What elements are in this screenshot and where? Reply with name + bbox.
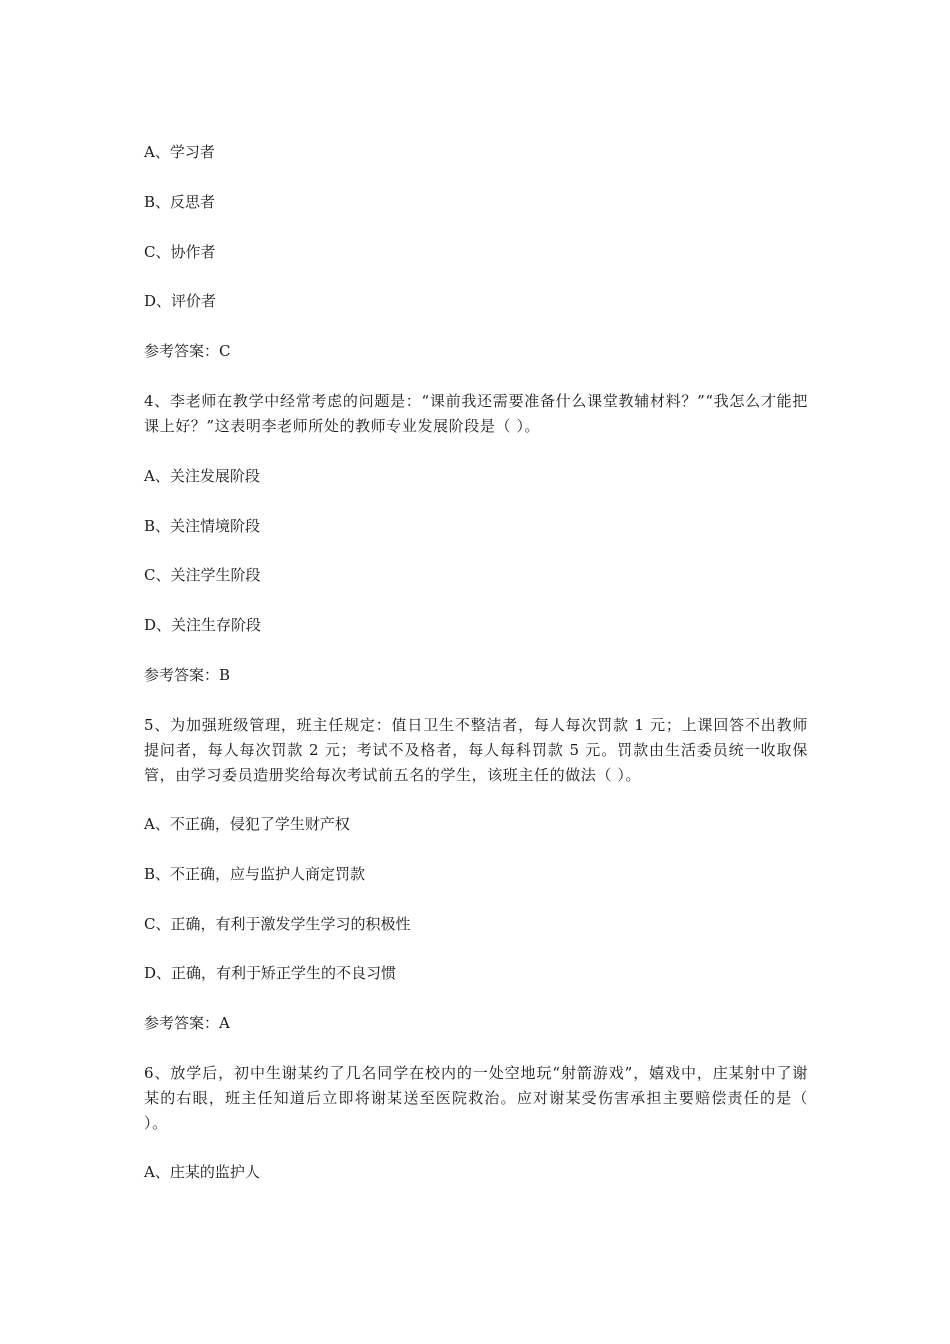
- q5-option-c: C、正确，有利于激发学生学习的积极性: [144, 915, 411, 933]
- q4-answer: 参考答案：B: [144, 666, 231, 684]
- q3-option-b: B、反思者: [144, 193, 216, 211]
- q4-option-d: D、关注生存阶段: [144, 616, 262, 634]
- q5-option-d: D、正确，有利于矫正学生的不良习惯: [144, 964, 397, 982]
- q5-option-a: A、不正确，侵犯了学生财产权: [144, 815, 350, 833]
- q5-question: 5、为加强班级管理，班主任规定：值日卫生不整洁者，每人每次罚款 1 元；上课回答不出教师提问者，每人每次罚款 2 元；考试不及格者，每人每科罚款 5 元。罚款由生活委员统一收取保管，由学习委员造册奖给每次考试前五名的学生，该班主任的做法（ ）。: [144, 716, 808, 784]
- q3-option-c: C、协作者: [144, 243, 216, 261]
- q3-answer: 参考答案：C: [144, 342, 231, 360]
- q5-answer: 参考答案：A: [144, 1014, 230, 1032]
- q4-option-b: B、关注情境阶段: [144, 517, 261, 535]
- q6-option-a: A、庄某的监护人: [144, 1163, 260, 1181]
- q3-option-a: A、学习者: [144, 143, 215, 161]
- q4-option-a: A、关注发展阶段: [144, 467, 260, 485]
- q6-question: 6、放学后，初中生谢某约了几名同学在校内的一处空地玩“射箭游戏”，嬉戏中，庄某射中了谢某的右眼，班主任知道后立即将谢某送至医院救治。应对谢某受伤害承担主要赔偿责任的是（ ）。: [144, 1064, 808, 1132]
- q4-question: 4、李老师在教学中经常考虑的问题是：“课前我还需要准备什么课堂教辅材料？”“我怎么才能把课上好？”这表明李老师所处的教师专业发展阶段是（ ）。: [144, 392, 808, 435]
- q5-option-b: B、不正确，应与监护人商定罚款: [144, 865, 366, 883]
- q3-option-d: D、评价者: [144, 292, 217, 310]
- q4-option-c: C、关注学生阶段: [144, 566, 261, 584]
